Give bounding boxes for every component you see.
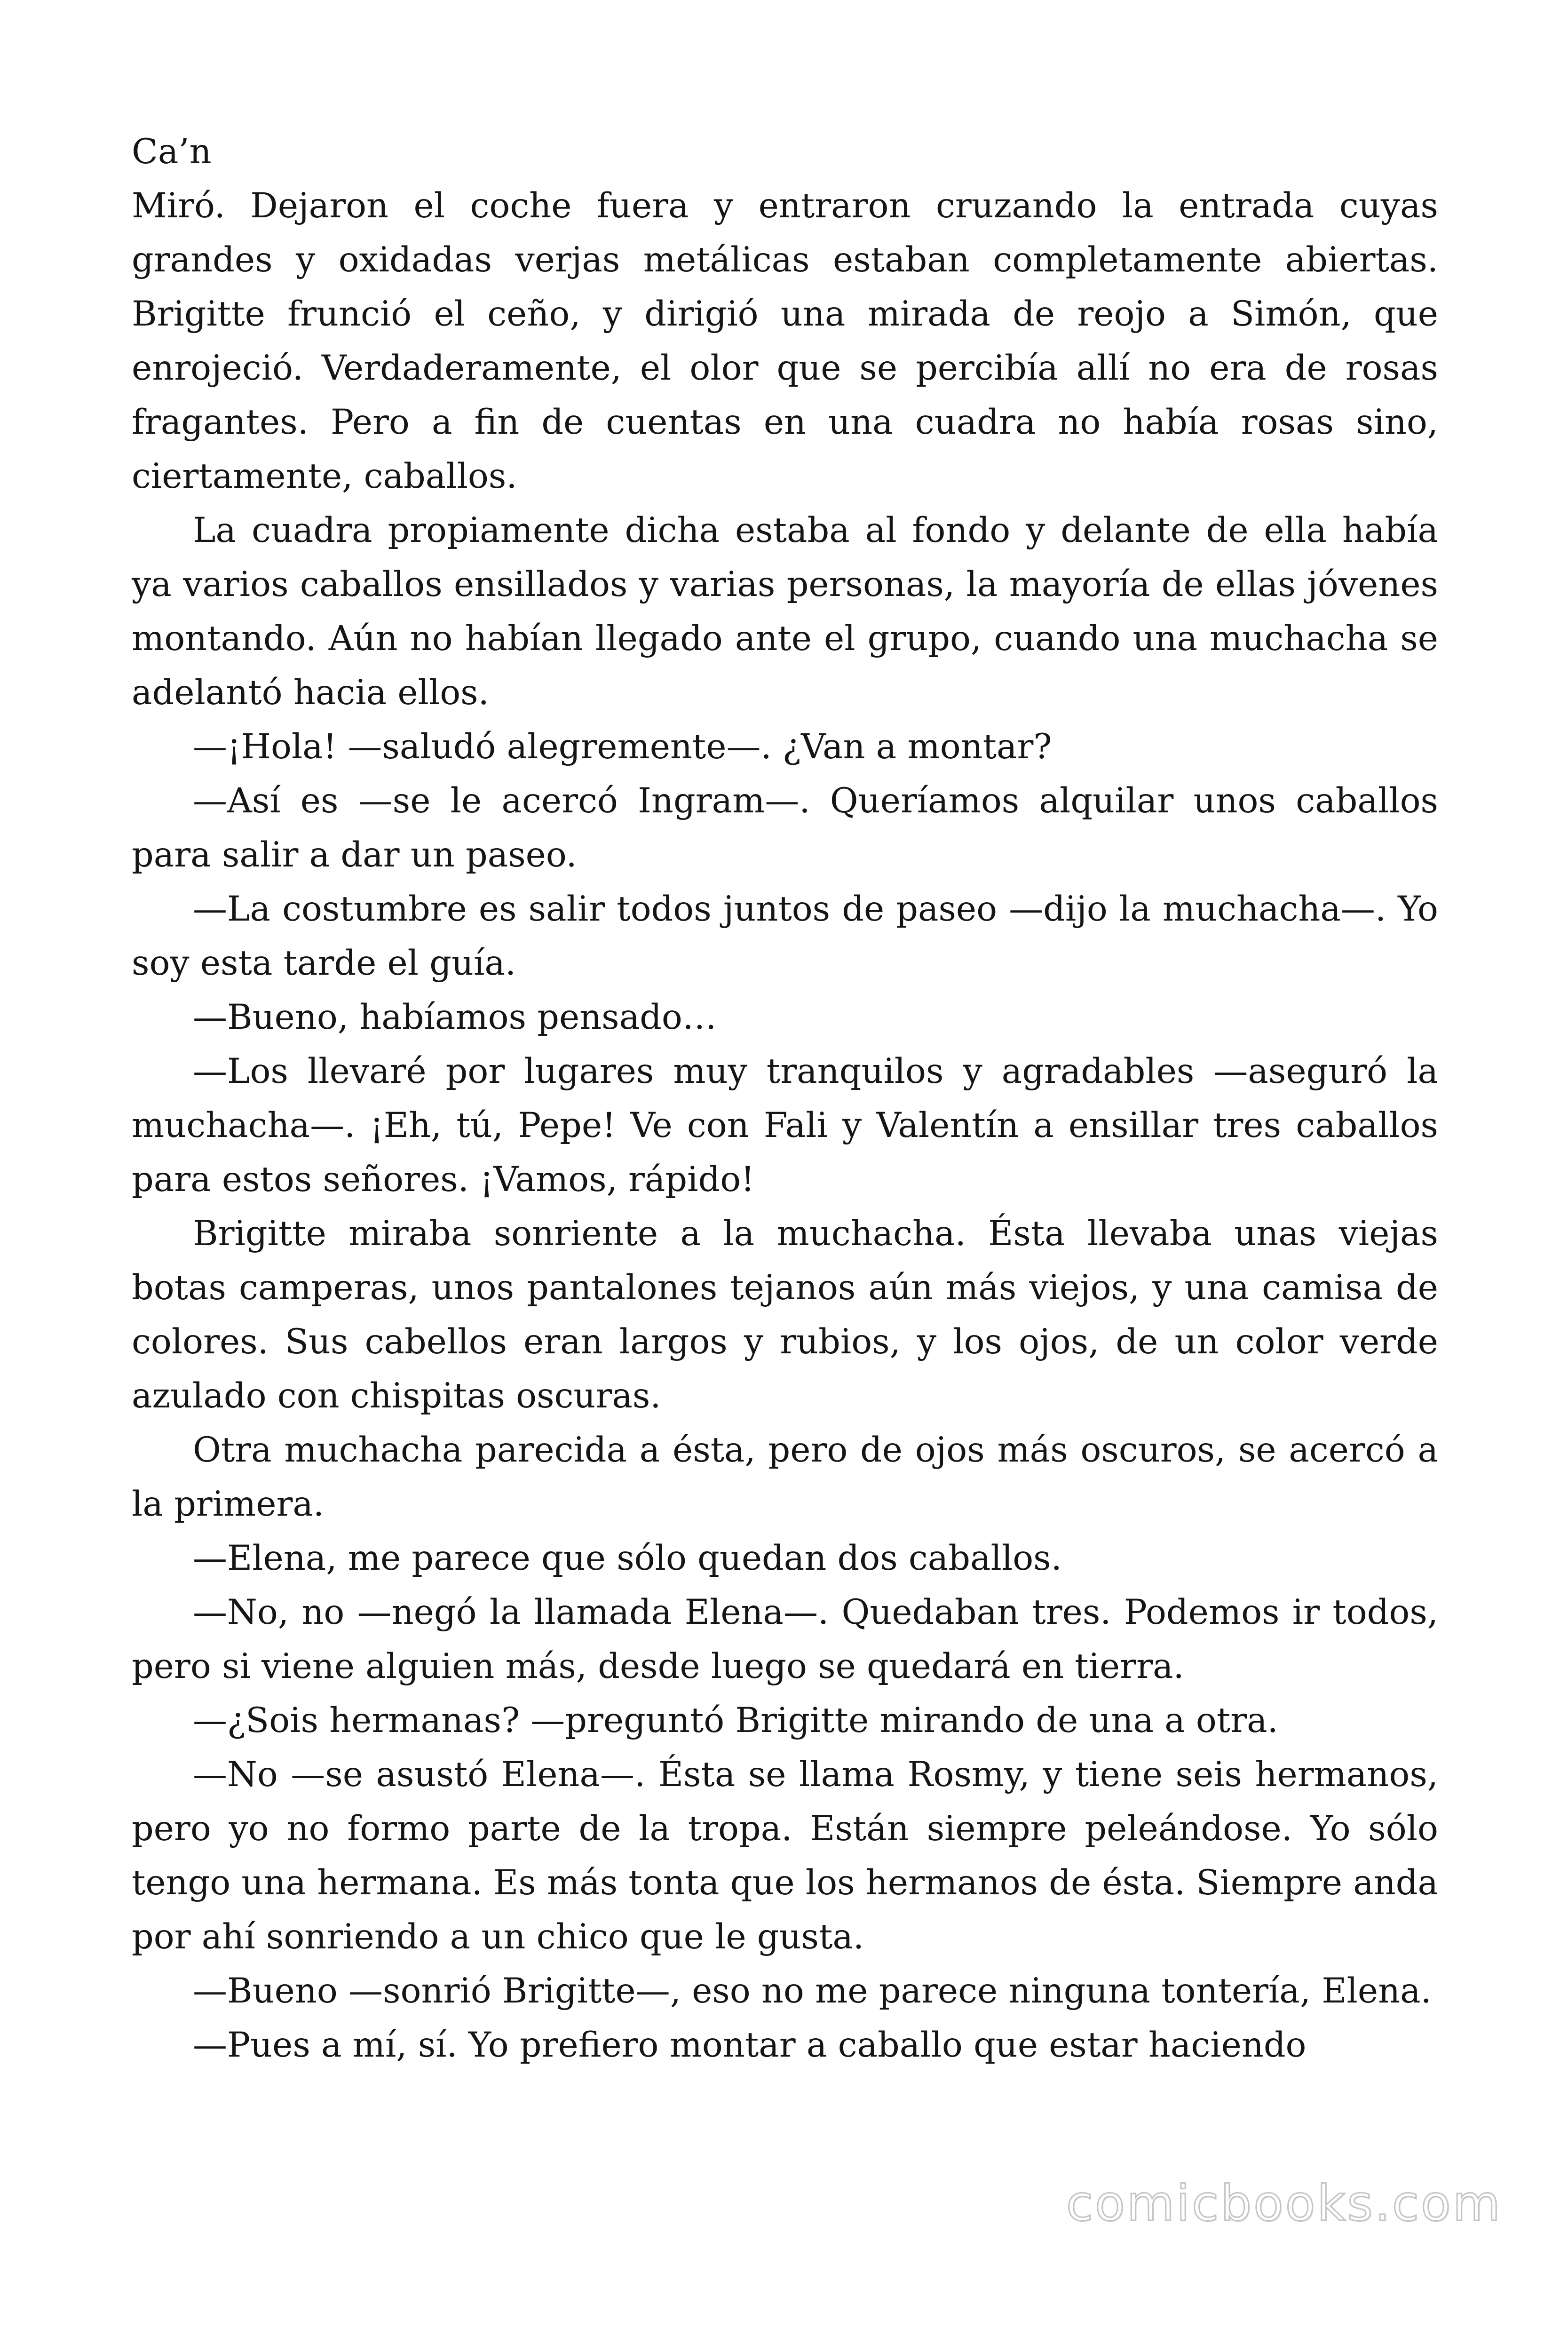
paragraph-15: —Pues a mí, sí. Yo prefiero montar a caballo que estar haciendo: [193, 2025, 1307, 2065]
paragraph-11: —No, no —negó la llamada Elena—. Quedaban tres. Podemos ir todos, pero si viene alguien más, desde luego se quedará en tierra.: [132, 1592, 1438, 1686]
paragraph-1: Miró. Dejaron el coche fuera y entraron cruzando la entrada cuyas grandes y oxidadas verjas metálicas estaban completamente abiertas. Brigitte frunció el ceño, y dirigió una mirada de reojo a Simón, que enrojeció. Verdaderamente, el olor que se percibía allí no era de rosas fragantes. Pero a fin de cuentas en una cuadra no había rosas sino, ciertamente, caballos.: [132, 186, 1438, 496]
watermark: comicbooks.com: [1066, 2175, 1502, 2232]
paragraph-13: —No —se asustó Elena—. Ésta se llama Rosmy, y tiene seis hermanos, pero yo no formo parte de la tropa. Están siempre peleándose. Yo sólo tengo una hermana. Es más tonta que los hermanos de ésta. Siempre anda por ahí sonriendo a un chico que le gusta.: [132, 1755, 1438, 1957]
paragraph-4: —Así es —se le acercó Ingram—. Queríamos alquilar unos caballos para salir a dar un paseo.: [132, 781, 1438, 875]
paragraph-8: Brigitte miraba sonriente a la muchacha. Ésta llevaba unas viejas botas camperas, unos pantalones tejanos aún más viejos, y una camisa de colores. Sus cabellos eran largos y rubios, y los ojos, de un color verde azulado con chispitas oscuras.: [132, 1214, 1438, 1416]
paragraph-6: —Bueno, habíamos pensado…: [193, 997, 717, 1037]
paragraph-5: —La costumbre es salir todos juntos de paseo —dijo la muchacha—. Yo soy esta tarde el guía.: [132, 889, 1438, 983]
body-text: [132, 125, 1438, 2072]
paragraph-2: La cuadra propiamente dicha estaba al fondo y delante de ella había ya varios caballos ensillados y varias personas, la mayoría de ellas jóvenes montando. Aún no habían llegado ante el grupo, cuando una muchacha se adelantó hacia ellos.: [132, 510, 1438, 713]
paragraph-12: —¿Sois hermanas? —preguntó Brigitte mirando de una a otra.: [193, 1700, 1278, 1740]
paragraph-9: Otra muchacha parecida a ésta, pero de ojos más oscuros, se acercó a la primera.: [132, 1430, 1438, 1524]
paragraph-14: —Bueno —sonrió Brigitte—, eso no me parece ninguna tontería, Elena.: [193, 1971, 1432, 2011]
paragraph-3: —¡Hola! —saludó alegremente—. ¿Van a montar?: [193, 727, 1052, 767]
paragraph-10: —Elena, me parece que sólo quedan dos caballos.: [193, 1538, 1062, 1578]
paragraph-7: —Los llevaré por lugares muy tranquilos y agradables —aseguró la muchacha—. ¡Eh, tú, Pepe! Ve con Fali y Valentín a ensillar tres caballos para estos señores. ¡Vamos, rápido!: [132, 1051, 1438, 1200]
first-line: Ca’n: [132, 132, 212, 172]
